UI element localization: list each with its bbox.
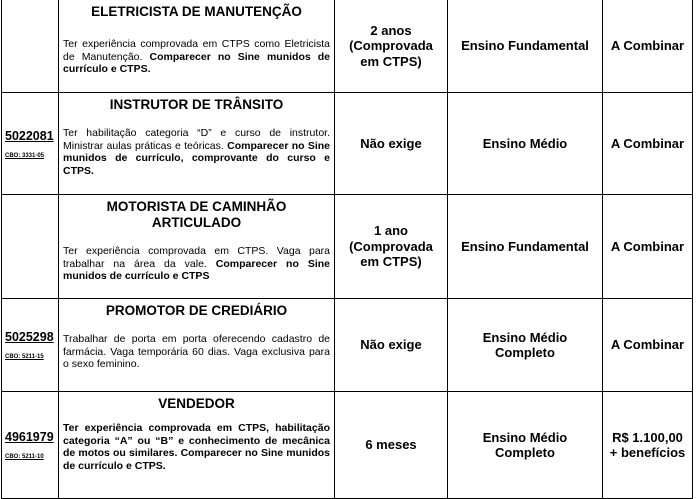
table-row [2,93,693,195]
education-cell: Ensino Fundamental [448,0,603,93]
salary-cell: A Combinar [603,0,693,93]
experience-cell: Não exige [335,93,448,195]
job-description-cell [59,93,335,195]
salary-cell: R$ 1.100,00 + benefícios [603,392,693,499]
salary-cell: A Combinar [603,93,693,195]
job-title: VENDEDOR [158,396,235,411]
job-title: MOTORISTA DE CAMINHÃO ARTICULADO [106,199,287,230]
job-code-cell [2,93,59,195]
experience-cell: Não exige [335,299,448,392]
job-title: PROMOTOR DE CREDIÁRIO [105,303,288,318]
salary-cell: A Combinar [603,299,693,392]
job-code-cell [2,392,59,499]
job-description-cell [59,0,335,93]
education-cell: Ensino Médio [448,93,603,195]
cbo-code[interactable]: CBO: 3331-05 [5,152,45,159]
table-row [2,392,693,499]
job-listings-table [1,0,693,499]
table-row [2,195,693,299]
job-code[interactable]: 5025298 [5,330,54,344]
job-description: Ter experiência comprovada em CTPS, habilitação categoria “A” ou “B” e conhecimento de mecânica de motos ou similares. Comparecer no Sine munidos de currículo e CTPS. [63,422,330,472]
education-cell: Ensino Médio Completo [448,299,603,392]
job-code[interactable]: 5022081 [5,128,54,143]
experience-cell: 6 meses [335,392,448,499]
salary-cell: A Combinar [603,195,693,299]
table-row [2,0,693,93]
job-code[interactable]: 4961979 [5,430,54,444]
job-description: Ter experiência comprovada em CTPS como Eletricista de Manutenção. Comparecer no Sine munidos de currículo e CTPS. [63,38,331,75]
experience-cell: 1 ano (Comprovada em CTPS) [335,195,448,299]
experience-cell: 2 anos (Comprovada em CTPS) [335,0,448,93]
cbo-code[interactable]: CBO: 5211-15 [5,354,44,360]
job-code-cell [2,195,59,299]
job-description-cell [59,392,335,499]
job-description: Trabalhar de porta em porta oferecendo cadastro de farmácia. Vaga temporária 60 dias. Vaga exclusiva para o sexo feminino. [63,333,330,370]
job-description: Ter habilitação categoria “D” e curso de instrutor. Ministrar aulas práticas e teóricas. Comparecer no Sine munidos de currículo, comprovante do curso e CTPS. [63,127,330,177]
job-code-cell [2,299,59,392]
education-cell: Ensino Médio Completo [448,392,603,499]
job-description: Ter experiência comprovada em CTPS. Vaga para trabalhar na área da vale. Comparecer no Sine munidos de currículo e CTPS [63,245,330,282]
cbo-code[interactable]: CBO: 5211-10 [5,454,44,460]
job-title: INSTRUTOR DE TRÂNSITO [109,97,284,112]
job-code-cell [2,0,59,93]
education-cell: Ensino Fundamental [448,195,603,299]
job-description-cell [59,195,335,299]
job-description-cell [59,299,335,392]
job-title: ELETRICISTA DE MANUTENÇÃO [91,4,302,19]
table-row [2,299,693,392]
